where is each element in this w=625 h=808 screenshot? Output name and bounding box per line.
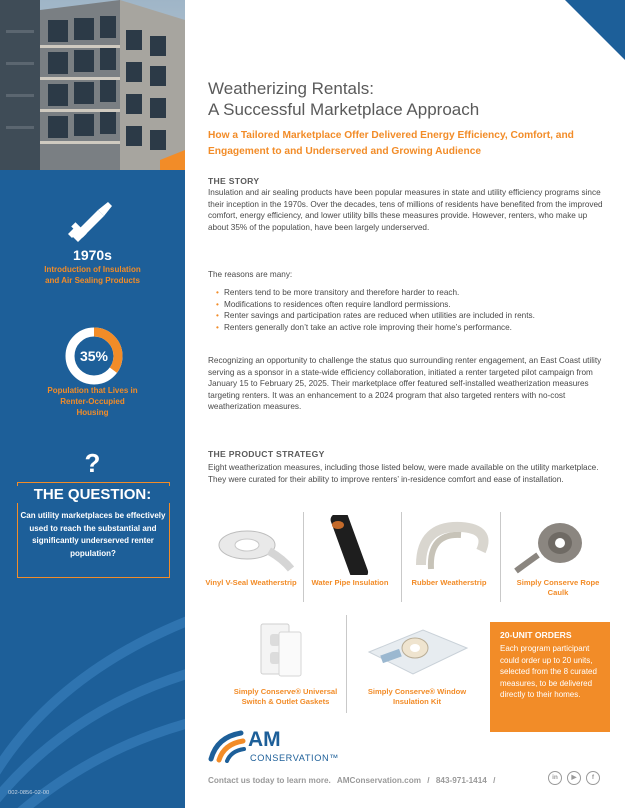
list-item: • Renters tend to be more transitory and therefore harder to reach. <box>216 287 606 299</box>
logo-subtitle: CONSERVATION™ <box>250 753 339 763</box>
story-heading: THE STORY <box>208 176 260 186</box>
percent-value: 35% <box>79 348 109 364</box>
caulk-gun-icon <box>68 200 116 242</box>
story-paragraph-1: Insulation and air sealing products have been popular measures in state and utility efficiency programs since their inception in the 1970s. Over the decades, tens of millions of residents have benefited from the improved comfort, energy efficiency, and lower utility bills these measures provide. However, renters, who make up about 35% of the population, have been largely underserved. <box>208 188 603 232</box>
decorative-swoosh <box>0 560 185 808</box>
building-photo <box>0 0 185 170</box>
logo-swoosh-icon <box>207 729 247 763</box>
document-number: 002-0856-02-00 <box>8 790 50 796</box>
year-caption: Introduction of Insulation and Air Sealing Products <box>44 265 141 285</box>
reasons-intro: The reasons are many: <box>208 270 293 279</box>
year-stat: 1970s <box>73 247 112 263</box>
title-line-1: Weatherizing Rentals: <box>208 79 374 98</box>
footer <box>208 776 499 785</box>
subtitle: How a Tailored Marketplace Offer Delivered Energy Efficiency, Comfort, and Engagement to and Underserved and Growing Audience <box>208 130 574 157</box>
question-mark-icon: ? <box>84 448 101 478</box>
percent-caption: Population that Lives in Renter-Occupied Housing <box>47 386 138 417</box>
rope-caulk-image <box>510 515 606 575</box>
reasons-list <box>216 287 606 333</box>
question-text: Can utility marketplaces be effectively used to reach the substantial and significantly underserved renter population? <box>20 511 166 558</box>
title-line-2: A Successful Marketplace Approach <box>208 100 480 119</box>
footer-website[interactable]: AMConservation.com <box>336 776 421 785</box>
am-conservation-logo[interactable] <box>207 729 367 769</box>
strategy-paragraph: Eight weatherization measures, including those listed below, were made available on the utility marketplace. They were curated for their ability to improve renters’ in-residence comfort and ease of installation. <box>208 463 599 484</box>
story-paragraph-2: Recognizing an opportunity to challenge the status quo surrounding renter engagement, an East Coast utility serving as a sponsor in a state-wide efficiency collaboration, initiated a renter targeted pilot campaign from January 15 to February 25, 2025. Their marketplace offer featured self-installed weatherization measures targeting renters. It was an enhancement to a 2024 program that also targeted renters with no-cost weatherization measures. <box>208 356 602 412</box>
product-label: Simply Conserve® Window Insulation Kit <box>367 687 467 706</box>
pipe-insulation-image <box>302 515 398 575</box>
orders-text: Each program participant could order up to 20 units, selected from the 8 curated measures, to be delivered directly to their homes. <box>500 644 597 700</box>
divider <box>500 512 501 602</box>
footer-cta: Contact us today to learn more. <box>208 776 331 785</box>
list-item: • Renters generally don’t take an active role improving their home’s performance. <box>216 322 606 334</box>
facebook-icon[interactable]: f <box>586 771 600 785</box>
question-title <box>0 486 185 503</box>
rubber-weatherstrip-image <box>401 515 497 575</box>
percent-ring <box>64 326 124 386</box>
footer-separator: / <box>427 776 430 785</box>
divider <box>346 615 347 713</box>
product-label: Rubber Weatherstrip <box>411 578 487 587</box>
orders-heading: 20-UNIT ORDERS <box>500 630 572 640</box>
sidebar <box>0 0 185 808</box>
list-item: • Modifications to residences often require landlord permissions. <box>216 299 606 311</box>
product-label: Water Pipe Insulation <box>311 578 389 587</box>
corner-accent <box>565 0 625 60</box>
strategy-heading: THE PRODUCT STRATEGY <box>208 449 325 459</box>
product-label: Simply Conserve® Universal Switch & Outlet Gaskets <box>233 687 338 706</box>
outlet-gaskets-image <box>233 622 338 682</box>
footer-phone[interactable]: 843-971-1414 <box>435 776 487 785</box>
product-label: Simply Conserve Rope Caulk <box>516 578 600 597</box>
youtube-icon[interactable]: ▶ <box>567 771 581 785</box>
window-kit-image <box>363 622 471 682</box>
list-item: • Renter savings and participation rates are reduced when utilities are included in rents. <box>216 310 606 322</box>
footer-separator: / <box>493 776 496 785</box>
linkedin-icon[interactable]: in <box>548 771 562 785</box>
orders-callout <box>490 622 610 732</box>
product-label: Vinyl V-Seal Weatherstrip <box>205 578 297 587</box>
page-title <box>208 78 479 120</box>
vinyl-weatherstrip-image <box>203 515 299 575</box>
question-title-text: THE QUESTION: <box>30 486 156 503</box>
logo-name: AM <box>248 728 281 751</box>
